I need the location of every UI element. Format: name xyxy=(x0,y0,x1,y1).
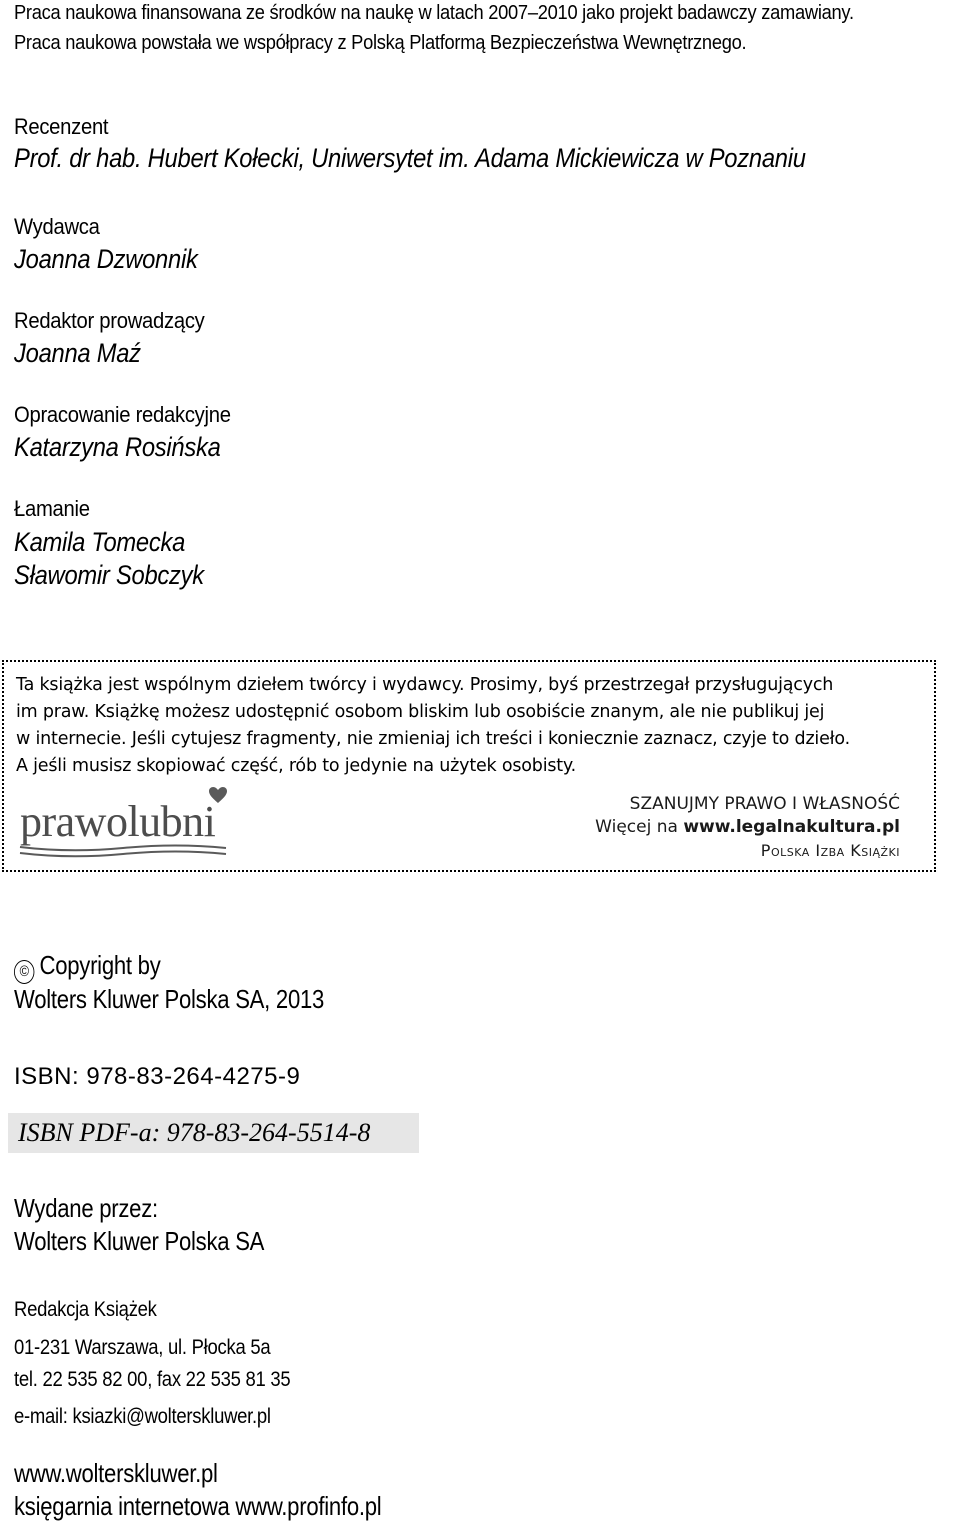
name-publisher: Joanna Dzwonnik xyxy=(14,244,198,274)
claim-more-info xyxy=(595,817,900,837)
name-managing-editor: Joanna Maź xyxy=(14,338,141,368)
heart-icon xyxy=(208,786,228,804)
claim-organization: Polska Izba Książki xyxy=(760,841,900,860)
copyright-line-2: Wolters Kluwer Polska SA, 2013 xyxy=(14,984,325,1014)
copyright-icon: © xyxy=(14,960,34,984)
prawolubni-logo xyxy=(18,792,238,862)
isbn-pdf-box xyxy=(8,1113,419,1153)
name-editing: Katarzyna Rosińska xyxy=(14,432,221,462)
role-reviewer: Recenzent xyxy=(14,114,109,139)
address-email: e-mail: ksiazki@wolterskluwer.pl xyxy=(14,1405,271,1428)
claim-respect: SZANUJMY PRAWO I WŁASNOŚĆ xyxy=(629,794,900,814)
notice-claims xyxy=(595,794,900,860)
address-street: 01-231 Warszawa, ul. Płocka 5a xyxy=(14,1336,271,1359)
book-lines-icon xyxy=(18,844,228,858)
notice-line-3: w internecie. Jeśli cytujesz fragmenty, nie zmieniaj ich treści i koniecznie zaznacz, czyje to dzieło. xyxy=(16,729,850,749)
notice-line-1: Ta książka jest wspólnym dziełem twórcy i wydawcy. Prosimy, byś przestrzegał przysługujących xyxy=(16,675,834,695)
role-publisher: Wydawca xyxy=(14,214,100,239)
role-typesetting: Łamanie xyxy=(14,496,90,521)
logo-wordmark: prawolubni xyxy=(20,797,216,846)
role-managing-editor: Redaktor prowadzący xyxy=(14,308,205,333)
publisher-label: Wydane przez: xyxy=(14,1193,158,1223)
legalnakultura-link[interactable]: www.legalnakultura.pl xyxy=(683,817,900,837)
copyright-line-1 xyxy=(14,950,161,984)
funding-line-1: Praca naukowa finansowana ze środków na naukę w latach 2007–2010 jako projekt badawczy zamawiany. xyxy=(14,2,854,24)
isbn-pdf: ISBN PDF-a: 978-83-264-5514-8 xyxy=(18,1118,371,1147)
copyright-notice-box xyxy=(2,660,936,872)
copyright-text: Copyright by xyxy=(39,950,161,980)
address-dept: Redakcja Książek xyxy=(14,1298,157,1321)
address-phone: tel. 22 535 82 00, fax 22 535 81 35 xyxy=(14,1368,291,1391)
notice-line-4: A jeśli musisz skopiować część, rób to jedynie na użytek osobisty. xyxy=(16,756,576,776)
name-typesetting-1: Kamila Tomecka xyxy=(14,527,186,557)
bookshop-link[interactable]: księgarnia internetowa www.profinfo.pl xyxy=(14,1491,382,1521)
isbn: ISBN: 978-83-264-4275-9 xyxy=(14,1063,301,1090)
publisher-name: Wolters Kluwer Polska SA xyxy=(14,1226,265,1256)
notice-line-2: im praw. Książkę możesz udostępnić osobom bliskim lub osobiście znanym, ale nie publikuj jej xyxy=(16,702,825,722)
website-link[interactable]: www.wolterskluwer.pl xyxy=(14,1458,218,1488)
claim-more-prefix: Więcej na xyxy=(595,817,684,837)
funding-line-2: Praca naukowa powstała we współpracy z Polską Platformą Bezpieczeństwa Wewnętrznego. xyxy=(14,32,747,54)
name-typesetting-2: Sławomir Sobczyk xyxy=(14,560,204,590)
notice-text xyxy=(16,672,926,780)
role-editing: Opracowanie redakcyjne xyxy=(14,402,231,427)
name-reviewer: Prof. dr hab. Hubert Kołecki, Uniwersytet im. Adama Mickiewicza w Poznaniu xyxy=(14,143,806,173)
